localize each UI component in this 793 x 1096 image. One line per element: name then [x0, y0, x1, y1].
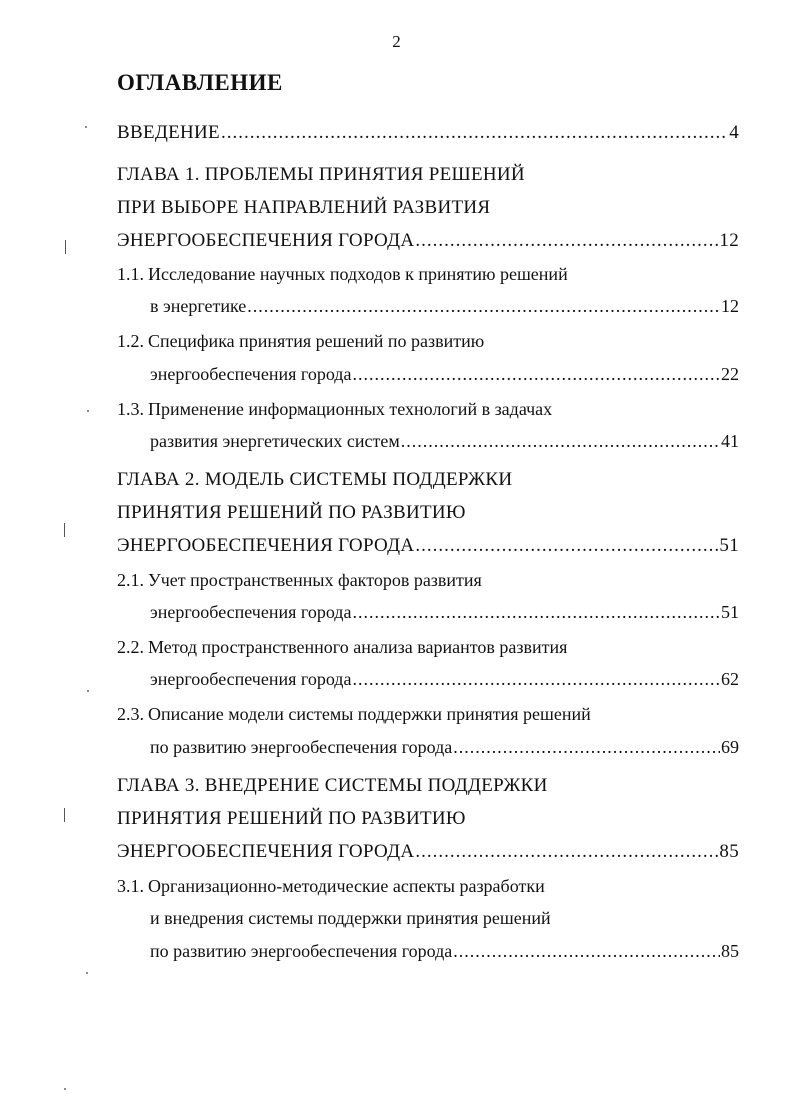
toc-entry-text: ГЛАВА 1. ПРОБЛЕМЫ ПРИНЯТИЯ РЕШЕНИЙ: [117, 164, 525, 185]
toc-entry-text: Применение информационных технологий в задачах: [148, 399, 553, 419]
leader-dots: [453, 732, 720, 762]
leader-dots: [221, 118, 728, 148]
toc-chapter1-line1: [117, 160, 739, 190]
toc-chapter3-line1: [117, 771, 739, 801]
toc-entry-section-1-2[interactable]: [150, 359, 739, 389]
toc-entry-section-2-1[interactable]: [150, 597, 739, 627]
toc-section-1-3-line1: [117, 394, 739, 424]
toc-page-number: 4: [729, 122, 739, 143]
leader-dots: [247, 291, 720, 321]
toc-entry-chapter1[interactable]: [117, 226, 739, 256]
toc-section-2-1-line1: [117, 565, 739, 595]
section-number: 1.3.: [117, 399, 144, 419]
toc-page-number: 41: [721, 431, 739, 451]
toc-entry-section-3-1[interactable]: [150, 936, 739, 966]
leader-dots: [401, 426, 720, 456]
toc-entry-text: ЭНЕРГООБЕСПЕЧЕНИЯ ГОРОДА: [117, 535, 415, 556]
toc-entry-text: энергообеспечения города: [150, 602, 352, 622]
section-number: 2.1.: [117, 570, 144, 590]
toc-entry-section-2-3[interactable]: [150, 732, 739, 762]
toc-chapter3-line2: [117, 804, 739, 834]
toc-entry-chapter2[interactable]: [117, 531, 739, 561]
toc-entry-text: ВВЕДЕНИЕ: [117, 122, 220, 143]
toc-entry-text: ПРИ ВЫБОРЕ НАПРАВЛЕНИЙ РАЗВИТИЯ: [117, 197, 491, 218]
section-number: 1.2.: [117, 331, 144, 351]
toc-entry-text: Описание модели системы поддержки принятия решений: [148, 704, 591, 724]
toc-section-3-1-line2: [150, 903, 739, 933]
toc-section-1-1-line1: [117, 259, 739, 289]
toc-title: ОГЛАВЛЕНИЕ: [117, 70, 283, 95]
toc-entry-text: ГЛАВА 3. ВНЕДРЕНИЕ СИСТЕМЫ ПОДДЕРЖКИ: [117, 775, 548, 796]
toc-entry-text: и внедрения системы поддержки принятия решений: [150, 908, 551, 928]
leader-dots: [352, 359, 720, 389]
toc-page-number: 12: [721, 296, 739, 316]
toc-page-number: 12: [719, 230, 739, 251]
toc-section-2-2-line1: [117, 632, 739, 662]
toc-entry-text: ЭНЕРГООБЕСПЕЧЕНИЯ ГОРОДА: [117, 841, 415, 862]
toc-entry-text: по развитию энергообеспечения города: [150, 737, 453, 757]
leader-dots: [453, 936, 720, 966]
toc-page-number: 62: [721, 669, 739, 689]
toc-entry-section-1-3[interactable]: [150, 426, 739, 456]
toc-entry-text: Исследование научных подходов к принятию решений: [148, 264, 568, 284]
toc-section-3-1-line1: [117, 871, 739, 901]
toc-entry-text: энергообеспечения города: [150, 669, 352, 689]
toc-entry-text: Организационно-методические аспекты разработки: [148, 876, 545, 896]
section-number: 2.2.: [117, 637, 144, 657]
toc-entry-text: Метод пространственного анализа вариантов развития: [148, 637, 568, 657]
toc-entry-introduction[interactable]: [117, 118, 739, 148]
toc-entry-text: Учет пространственных факторов развития: [148, 570, 482, 590]
toc-section-2-3-line1: [117, 699, 739, 729]
toc-entry-text: ПРИНЯТИЯ РЕШЕНИЙ ПО РАЗВИТИЮ: [117, 808, 466, 829]
section-number: 3.1.: [117, 876, 144, 896]
toc-entry-section-1-1[interactable]: [150, 291, 739, 321]
toc-entry-text: развития энергетических систем: [150, 431, 400, 451]
toc-chapter1-line2: [117, 193, 739, 223]
page-number: 2: [392, 32, 401, 51]
section-number: 1.1.: [117, 264, 144, 284]
toc-entry-text: ГЛАВА 2. МОДЕЛЬ СИСТЕМЫ ПОДДЕРЖКИ: [117, 469, 513, 490]
toc-entry-text: ЭНЕРГООБЕСПЕЧЕНИЯ ГОРОДА: [117, 230, 415, 251]
toc-page-number: 85: [721, 941, 739, 961]
toc-entry-text: Специфика принятия решений по развитию: [148, 331, 485, 351]
toc-entry-chapter3[interactable]: [117, 837, 739, 867]
toc-section-1-2-line1: [117, 326, 739, 356]
toc-page-number: 51: [721, 602, 739, 622]
toc-entry-text: в энергетике: [150, 296, 247, 316]
toc-page-number: 22: [721, 364, 739, 384]
toc-entry-text: ПРИНЯТИЯ РЕШЕНИЙ ПО РАЗВИТИЮ: [117, 502, 466, 523]
leader-dots: [415, 531, 718, 561]
toc-chapter2-line2: [117, 498, 739, 528]
toc-page-number: 69: [721, 737, 739, 757]
toc-entry-section-2-2[interactable]: [150, 664, 739, 694]
leader-dots: [415, 226, 718, 256]
leader-dots: [352, 597, 720, 627]
toc-chapter2-line1: [117, 465, 739, 495]
toc-page-number: 85: [719, 841, 739, 862]
section-number: 2.3.: [117, 704, 144, 724]
toc-entry-text: энергообеспечения города: [150, 364, 352, 384]
leader-dots: [352, 664, 720, 694]
toc-entry-text: по развитию энергообеспечения города: [150, 941, 453, 961]
toc-page-number: 51: [719, 535, 739, 556]
leader-dots: [415, 837, 718, 867]
